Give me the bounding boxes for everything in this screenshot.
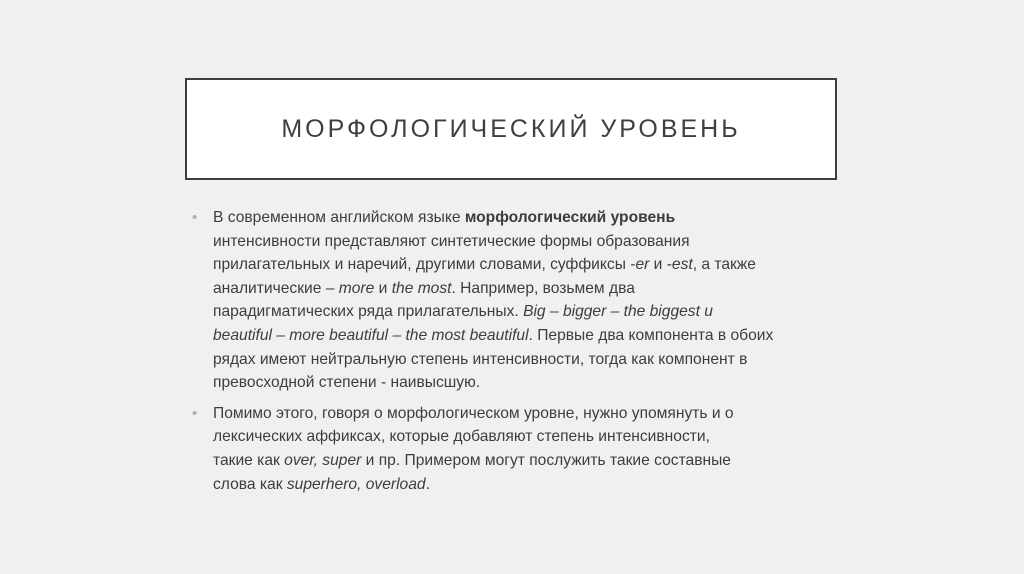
text-run: , а также <box>692 256 756 274</box>
text-line <box>213 371 852 395</box>
title-box <box>185 78 837 180</box>
text-run: и <box>374 279 392 297</box>
text-run: интенсивности представляют синтетические формы образования <box>213 232 690 250</box>
italic-text: Big – bigger – the biggest и <box>523 303 713 321</box>
text-run: превосходной степени - наивысшую. <box>213 374 481 392</box>
text-run: В современном английском языке <box>213 209 465 226</box>
text-run: . <box>425 475 430 493</box>
text-line <box>213 473 852 497</box>
italic-text: superhero, overload <box>286 475 426 493</box>
bullet-dot-icon: • <box>192 209 198 226</box>
text-run: аналитические – <box>213 279 339 297</box>
text-line <box>213 300 852 324</box>
bold-text: морфологический уровень <box>464 209 676 226</box>
text-run: . Первые два компонента в обоих <box>528 326 774 344</box>
italic-text: beautiful – more beautiful – the most beautiful <box>213 326 529 344</box>
italic-text: the most <box>391 279 452 297</box>
bullet-paragraph <box>192 206 852 395</box>
italic-text: over, super <box>284 451 362 469</box>
italic-text: er <box>635 256 650 274</box>
text-line <box>213 402 852 426</box>
text-run: парадигматических ряда прилагательных. <box>213 303 524 321</box>
text-line <box>213 348 852 372</box>
text-run: . Например, возьмем два <box>451 279 635 297</box>
slide-title: МОРФОЛОГИЧЕСКИЙ УРОВЕНЬ <box>281 114 741 143</box>
text-line <box>213 425 852 449</box>
italic-text: est <box>671 256 693 274</box>
text-run: и - <box>649 256 672 274</box>
text-line <box>213 230 852 254</box>
text-run: и пр. Примером могут послужить такие составные <box>361 451 731 469</box>
italic-text: more <box>338 279 375 297</box>
slide-content <box>192 206 852 503</box>
text-run: слова как <box>213 475 287 493</box>
text-run: лексических аффиксах, которые добавляют степень интенсивности, <box>213 428 710 446</box>
text-line <box>213 206 852 230</box>
text-line <box>213 324 852 348</box>
text-run: Помимо этого, говоря о морфологическом уровне, нужно упомянуть и о <box>213 404 734 422</box>
bullet-dot-icon: • <box>192 404 198 422</box>
text-run: прилагательных и наречий, другими словами, суффиксы - <box>213 256 636 274</box>
text-run: такие как <box>213 451 285 469</box>
text-line <box>213 277 852 301</box>
text-line <box>213 253 852 277</box>
text-run: рядах имеют нейтральную степень интенсивности, тогда как компонент в <box>213 350 748 368</box>
bullet-paragraph <box>192 402 852 496</box>
text-line <box>213 449 852 473</box>
